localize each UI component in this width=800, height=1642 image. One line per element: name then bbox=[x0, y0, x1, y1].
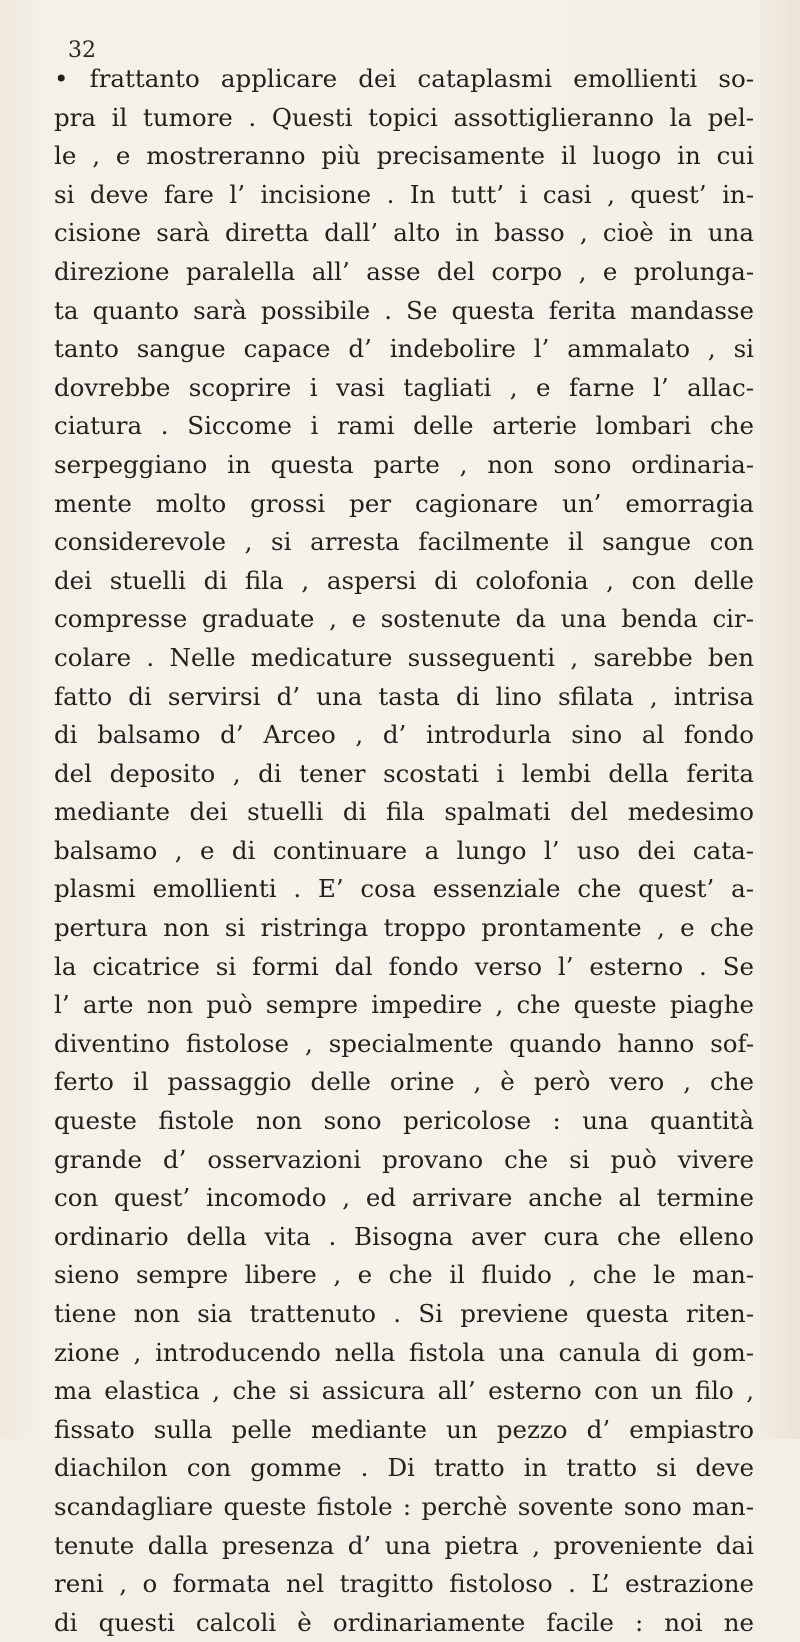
body-text bbox=[54, 60, 754, 1642]
text-line: grande d’ osservazioni provano che si può vivere bbox=[54, 1144, 754, 1174]
text-line: pra il tumore . Questi topici assottiglieranno la pel- bbox=[54, 102, 754, 132]
text-line: la cicatrice si formi dal fondo verso l’ esterno . Se bbox=[54, 951, 754, 981]
text-line: colare . Nelle medicature susseguenti , sarebbe ben bbox=[54, 642, 754, 672]
text-line: queste fistole non sono pericolose : una quantità bbox=[54, 1106, 754, 1136]
text-line: mediante dei stuelli di fila spalmati del medesimo bbox=[54, 797, 754, 827]
text-line: tenute dalla presenza d’ una pietra , proveniente dai bbox=[54, 1530, 754, 1560]
text-line: diachilon con gomme . Di tratto in tratto si deve bbox=[54, 1453, 754, 1483]
text-line: ciatura . Siccome i rami delle arterie lombari che bbox=[54, 411, 754, 441]
text-line: direzione paralella all’ asse del corpo , e prolunga- bbox=[54, 256, 754, 286]
text-line: ferto il passaggio delle orine , è però vero , che bbox=[54, 1067, 754, 1097]
text-line: cisione sarà diretta dall’ alto in basso , cioè in una bbox=[54, 218, 754, 248]
text-line: dovrebbe scoprire i vasi tagliati , e farne l’ allac- bbox=[54, 372, 754, 402]
text-line: di balsamo d’ Arceo , d’ introdurla sino al fondo bbox=[54, 720, 754, 750]
text-line: di questi calcoli è ordinariamente facile : noi ne bbox=[54, 1607, 754, 1637]
text-line: ma elastica , che si assicura all’ esterno con un filo , bbox=[54, 1376, 754, 1406]
text-line: • frattanto applicare dei cataplasmi emollienti so- bbox=[54, 64, 754, 93]
text-line: serpeggiano in questa parte , non sono ordinaria- bbox=[54, 449, 754, 479]
text-line: ordinario della vita . Bisogna aver cura che elleno bbox=[54, 1221, 754, 1251]
text-line: reni , o formata nel tragitto fistoloso . L’ estrazione bbox=[54, 1569, 754, 1599]
text-line: mente molto grossi per cagionare un’ emorragia bbox=[54, 488, 754, 518]
text-line: zione , introducendo nella fistola una canula di gom- bbox=[54, 1337, 754, 1367]
text-line: ta quanto sarà possibile . Se questa ferita mandasse bbox=[54, 295, 754, 325]
text-line: pertura non si ristringa troppo prontamente , e che bbox=[54, 913, 754, 943]
text-line: tanto sangue capace d’ indebolire l’ ammalato , si bbox=[54, 334, 754, 364]
text-line: dei stuelli di fila , aspersi di colofonia , con delle bbox=[54, 565, 754, 595]
text-line: tiene non sia trattenuto . Si previene questa riten- bbox=[54, 1299, 754, 1328]
text-line: le , e mostreranno più precisamente il luogo in cui bbox=[54, 141, 754, 171]
text-line: fissato sulla pelle mediante un pezzo d’ empiastro bbox=[54, 1414, 754, 1444]
text-line: considerevole , si arresta facilmente il sangue con bbox=[54, 527, 754, 557]
text-line: del deposito , di tener scostati i lembi della ferita bbox=[54, 758, 754, 788]
text-line: plasmi emollienti . E’ cosa essenziale che quest’ a- bbox=[54, 874, 754, 904]
text-line: l’ arte non può sempre impedire , che queste piaghe bbox=[54, 990, 754, 1020]
text-line: compresse graduate , e sostenute da una benda cir- bbox=[54, 604, 754, 634]
text-line: scandagliare queste fistole : perchè sovente sono man- bbox=[54, 1491, 754, 1521]
text-line: si deve fare l’ incisione . In tutt’ i casi , quest’ in- bbox=[54, 179, 754, 209]
text-line: fatto di servirsi d’ una tasta di lino sfilata , intrisa bbox=[54, 681, 754, 711]
text-line: balsamo , e di continuare a lungo l’ uso dei cata- bbox=[54, 835, 754, 865]
text-line: sieno sempre libere , e che il fluido , che le man- bbox=[54, 1260, 754, 1290]
text-line: con quest’ incomodo , ed arrivare anche al termine bbox=[54, 1183, 754, 1213]
page-number: 32 bbox=[68, 38, 96, 63]
text-line: diventino fistolose , specialmente quando hanno sof- bbox=[54, 1028, 754, 1058]
